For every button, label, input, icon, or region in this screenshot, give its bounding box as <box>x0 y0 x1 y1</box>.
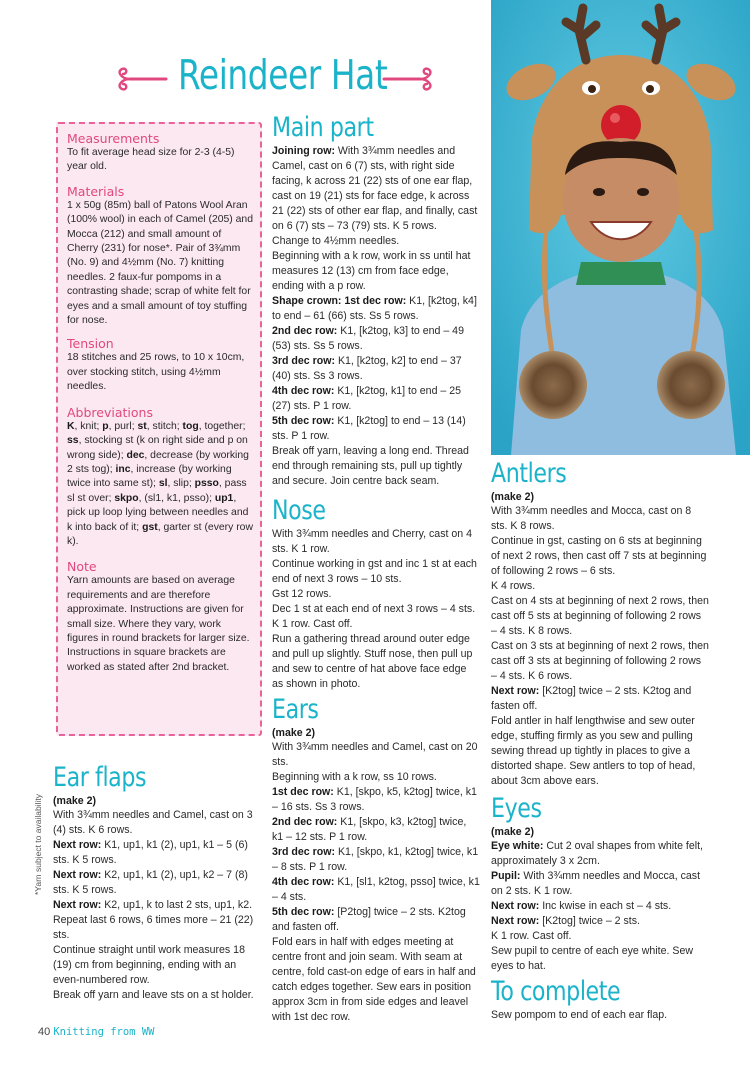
instruction-line <box>491 579 709 594</box>
instruction-line <box>272 249 480 294</box>
right-column <box>491 458 709 1023</box>
instruction-label: Joining row: <box>272 145 335 157</box>
instruction-text: Inc kwise in each st – 4 sts. <box>539 900 672 912</box>
instruction-line <box>272 384 480 414</box>
instruction-text: Beginning with a k row, ss 10 rows. <box>272 771 437 783</box>
instruction-text: Break off yarn and leave sts on a st holder. <box>53 989 254 1001</box>
antlers-heading: Antlers <box>491 458 567 489</box>
instruction-text: Fold ears in half with edges meeting at centre front and join seam. With seam at centre, fold cast-on edge of ears in half and catch edges together. Sew ears in position approx 3cm in from side edges and leavel with 1st dec row. <box>272 936 476 1023</box>
instruction-text: [K2tog] twice – 2 sts. <box>539 915 640 927</box>
instruction-text: , increase (by working twice into same st); <box>67 463 232 490</box>
instruction-label: Next row: <box>53 839 102 851</box>
instruction-text: K1, [skpo, k3, k2tog] twice, k1 – 12 sts. P 1 row. <box>272 816 467 843</box>
instruction-line <box>272 815 480 845</box>
instruction-label: 4th dec row: <box>272 876 335 888</box>
antlers-instructions <box>491 504 709 789</box>
tension-heading: Tension <box>67 336 114 352</box>
materials-text: 1 x 50g (85m) ball of Patons Wool Aran (100% wool) in each of Camel (205) and Mocca (212) and small amount of Cherry (231) for nose*. Pair of 3¾mm (No. 9) and 4½mm (No. 7) knitting needles. 2 faux-fur pompoms in a contrasting shade; scrap of white felt for eyes and a small amount of toy stuffing for nose. <box>67 199 253 327</box>
instruction-line <box>491 684 709 714</box>
ears-make: (make 2) <box>272 727 315 739</box>
instruction-line <box>114 493 215 504</box>
instruction-line <box>272 602 480 632</box>
instruction-line <box>272 294 480 324</box>
instruction-text: K1, [k2tog] to end – 13 (14) sts. P 1 row. <box>272 415 466 442</box>
instruction-label: 5th dec row: <box>272 415 335 427</box>
instruction-text: Cast on 3 sts at beginning of next 2 rows, then cast off 3 sts at beginning of following 2 rows – 4 sts. K 6 rows. <box>491 640 709 682</box>
instruction-text: [K2tog] twice – 2 sts. K2tog and fasten off. <box>491 685 692 712</box>
instruction-label: 2nd dec row: <box>272 816 338 828</box>
note-heading: Note <box>67 559 97 575</box>
instruction-text: , slip; <box>167 478 195 490</box>
instruction-text: Beginning with a k row, work in ss until hat measures 12 (13) cm from face edge, ending with a p row. <box>272 250 471 292</box>
instruction-line <box>491 504 709 534</box>
page-number: 40 <box>38 1026 51 1038</box>
instruction-line <box>137 421 182 432</box>
instruction-label: psso <box>194 478 219 490</box>
instruction-label: gst <box>142 521 158 533</box>
instruction-text: With 3¾mm needles and Cherry, cast on 4 sts. K 1 row. <box>272 528 472 555</box>
instruction-line <box>272 444 480 489</box>
instruction-line <box>272 354 480 384</box>
instruction-label: Next row: <box>53 869 102 881</box>
to-complete-text: Sew pompom to end of each ear flap. <box>491 1009 668 1021</box>
instruction-line <box>53 868 263 898</box>
instruction-line <box>53 808 263 838</box>
instruction-text: , stitch; <box>146 420 183 432</box>
instruction-label: Next row: <box>53 899 102 911</box>
instruction-line <box>272 234 480 249</box>
instruction-line <box>491 594 709 639</box>
photo-illustration <box>491 0 750 455</box>
antlers-make: (make 2) <box>491 491 534 503</box>
instruction-text: K1, [k2tog, k4] to end – 61 (66) sts. Ss 5 rows. <box>272 295 477 322</box>
eyes-make: (make 2) <box>491 826 534 838</box>
instruction-line <box>491 639 709 684</box>
instruction-text: Break off yarn, leaving a long end. Thread end through remaining sts, pull up tightly and secure. Join centre back seam. <box>272 445 469 487</box>
instruction-line <box>272 770 480 785</box>
instruction-text: K1, [k2tog, k3] to end – 49 (53) sts. Ss 5 rows. <box>272 325 464 352</box>
yarn-availability-note: *Yarn subject to availability <box>33 794 43 895</box>
instruction-label: up1 <box>214 492 234 504</box>
main-column <box>272 112 480 1025</box>
info-box <box>56 122 262 736</box>
instruction-line <box>272 740 480 770</box>
instruction-text: Cast on 4 sts at beginning of next 2 rows, then cast off 5 sts at beginning of following 2 rows – 4 sts. K 8 rows. <box>491 595 709 637</box>
instruction-line <box>272 144 480 234</box>
instruction-line <box>272 905 480 935</box>
instruction-text: Gst 12 rows. <box>272 588 332 600</box>
instruction-text: With 3¾mm needles and Camel, cast on 3 (4) sts. K 6 rows. <box>53 809 253 836</box>
measurements-text: To fit average head size for 2-3 (4-5) year old. <box>67 147 235 173</box>
instruction-label: Next row: <box>491 685 540 697</box>
instruction-line <box>491 534 709 579</box>
instruction-line <box>53 988 263 1003</box>
instruction-text: K1, up1, k1 (2), up1, k1 – 5 (6) sts. K 5 rows. <box>53 839 248 866</box>
instruction-text: Continue straight until work measures 18 (19) cm from beginning, ending with an even-numbered row. <box>53 944 245 986</box>
instruction-line <box>272 632 480 692</box>
instruction-line <box>183 421 246 432</box>
instruction-line <box>491 869 709 899</box>
instruction-text: Continue in gst, casting on 6 sts at beginning of next 2 rows, then cast off 7 sts at beginning of following 2 rows – 6 sts. <box>491 535 707 577</box>
instruction-text: With 3¾mm needles and Camel, cast on 6 (7) sts, with right side facing, k across 21 (22) sts of one ear flap, cast on 19 (21) sts for face edge, k across 21 (22) sts of other ear flap, and finally, cast on 6 (7) sts – 73 (79) sts. K 5 rows. <box>272 145 478 232</box>
instruction-text: K1, [sl1, k2tog, psso] twice, k1 – 4 sts. <box>272 876 480 903</box>
instruction-text: Continue working in gst and inc 1 st at each end of next 3 rows – 10 sts. <box>272 558 477 585</box>
instruction-line <box>272 875 480 905</box>
ears-instructions <box>272 740 480 1025</box>
instruction-line <box>272 587 480 602</box>
instruction-label: Next row: <box>491 900 540 912</box>
instruction-line <box>272 414 480 444</box>
instruction-label: st <box>137 420 147 432</box>
instruction-line <box>272 527 480 557</box>
instruction-line <box>491 899 709 914</box>
instruction-text: , purl; <box>108 420 138 432</box>
instruction-label: p <box>102 420 109 432</box>
instruction-label: 4th dec row: <box>272 385 335 397</box>
instruction-text: K1, [k2tog, k1] to end – 25 (27) sts. P 1 row. <box>272 385 462 412</box>
title-banner <box>0 48 500 108</box>
instruction-line <box>491 929 709 944</box>
instruction-text: Fold antler in half lengthwise and sew outer edge, stuffing firmly as you sew and pulling sewing thread up tightly in places to give a distorted shape. Sew antlers to top of head, about 3cm above ears. <box>491 715 696 787</box>
nose-instructions <box>272 527 480 692</box>
main-part-heading: Main part <box>272 112 374 143</box>
page-title: Reindeer Hat <box>178 51 388 99</box>
instruction-text: , (sl1, k1, psso); <box>138 492 215 504</box>
instruction-label: Eye white: <box>491 840 544 852</box>
instruction-text: K1, [k2tog, k2] to end – 37 (40) sts. Ss 3 rows. <box>272 355 462 382</box>
instruction-line <box>272 935 480 1025</box>
instruction-label: sl <box>158 478 168 490</box>
tension-text: 18 stitches and 25 rows, to 10 x 10cm, over stocking stitch, using 4½mm needles. <box>67 352 245 393</box>
instruction-line <box>67 421 102 432</box>
instruction-line <box>53 838 263 868</box>
instruction-line <box>272 557 480 587</box>
page-footer <box>38 1026 154 1038</box>
note-text: Yarn amounts are based on average requirements and are therefore approximate. Instructions are given for small size. Where they vary, work figures in round brackets for larger size. Instructions in square brackets are worked as stated after 2nd bracket. <box>67 575 250 673</box>
eyes-heading: Eyes <box>491 793 542 824</box>
instruction-line <box>53 943 263 988</box>
instruction-label: dec <box>126 449 145 461</box>
instruction-label: 5th dec row: <box>272 906 335 918</box>
ears-heading: Ears <box>272 694 319 725</box>
instruction-text: , decrease (by working 2 sts tog); <box>67 449 249 475</box>
instruction-label: Next row: <box>491 915 540 927</box>
instruction-text: , together; <box>198 420 246 432</box>
ear-flaps-instructions <box>53 808 263 1003</box>
instruction-label: 3rd dec row: <box>272 355 335 367</box>
instruction-line <box>272 845 480 875</box>
measurements-heading: Measurements <box>67 131 160 146</box>
to-complete-heading: To complete <box>491 976 621 1007</box>
materials-heading: Materials <box>67 183 125 199</box>
instruction-line <box>102 421 137 432</box>
instruction-label: 1st dec row: <box>272 786 334 798</box>
abbreviations-heading: Abbreviations <box>67 404 153 420</box>
instruction-text: K1, [skpo, k5, k2tog] twice, k1 – 16 sts. Ss 3 rows. <box>272 786 477 813</box>
instruction-text: Dec 1 st at each end of next 3 rows – 4 sts. K 1 row. Cast off. <box>272 603 476 630</box>
instruction-line <box>491 839 709 869</box>
instruction-line <box>272 324 480 354</box>
instruction-text: , stocking st (k on right side and p on wrong side); <box>67 435 248 461</box>
instruction-text: [P2tog] twice – 2 sts. K2tog and fasten off. <box>272 906 466 933</box>
abbreviations-text <box>67 420 253 550</box>
instruction-text: , knit; <box>74 420 103 432</box>
instruction-label: Pupil: <box>491 870 521 882</box>
instruction-text: Cut 2 oval shapes from white felt, approximately 3 x 2cm. <box>491 840 703 867</box>
instruction-text: , pass sl st over; <box>67 478 247 504</box>
instruction-line <box>491 714 709 789</box>
magazine-name: Knitting from WW <box>53 1026 155 1038</box>
instruction-text: With 3¾mm needles and Mocca, cast on 2 sts. K 1 row. <box>491 870 701 897</box>
main-part-instructions <box>272 144 480 489</box>
instruction-label: Shape crown: 1st dec row: <box>272 295 407 307</box>
instruction-text: K 1 row. Cast off. <box>491 930 572 942</box>
instruction-label: skpo <box>114 492 139 504</box>
right-swirl-ornament-icon <box>382 66 442 92</box>
instruction-text: K1, [skpo, k1, k2tog] twice, k1 – 8 sts. P 1 row. <box>272 846 479 873</box>
instruction-text: With 3¾mm needles and Mocca, cast on 8 sts. K 8 rows. <box>491 505 692 532</box>
instruction-text: Change to 4½mm needles. <box>272 235 400 247</box>
instruction-text: With 3¾mm needles and Camel, cast on 20 sts. <box>272 741 478 768</box>
ear-flaps-section <box>53 762 263 1003</box>
instruction-line <box>53 898 263 943</box>
instruction-text: , garter st (every row k). <box>67 521 253 547</box>
instruction-label: K <box>67 420 75 432</box>
instruction-text: , pick up loop lying between needles and k into back of it; <box>67 492 249 533</box>
instruction-text: K2, up1, k1 (2), up1, k2 – 7 (8) sts. K 5 rows. <box>53 869 248 896</box>
instruction-line <box>272 785 480 815</box>
child-reindeer-hat-photo <box>491 0 750 455</box>
instruction-label: 3rd dec row: <box>272 846 335 858</box>
ear-flaps-make: (make 2) <box>53 795 96 807</box>
instruction-line <box>491 914 709 929</box>
left-swirl-ornament-icon <box>108 66 168 92</box>
instruction-label: 2nd dec row: <box>272 325 338 337</box>
instruction-label: inc <box>115 463 131 475</box>
nose-heading: Nose <box>272 495 326 526</box>
instruction-line <box>491 944 709 974</box>
instruction-label: tog <box>182 420 199 432</box>
eyes-instructions <box>491 839 709 974</box>
instruction-label: ss <box>67 435 79 447</box>
instruction-text: K2, up1, k to last 2 sts, up1, k2. Repeat last 6 rows, 6 times more – 21 (22) sts. <box>53 899 254 941</box>
instruction-text: Sew pupil to centre of each eye white. Sew eyes to hat. <box>491 945 693 972</box>
ear-flaps-heading: Ear flaps <box>53 762 147 793</box>
instruction-text: K 4 rows. <box>491 580 536 592</box>
instruction-line <box>159 478 195 489</box>
instruction-text: Run a gathering thread around outer edge and pull up slightly. Stuff nose, then pull up and sew to centre of hat above face edge as shown in photo. <box>272 633 473 690</box>
